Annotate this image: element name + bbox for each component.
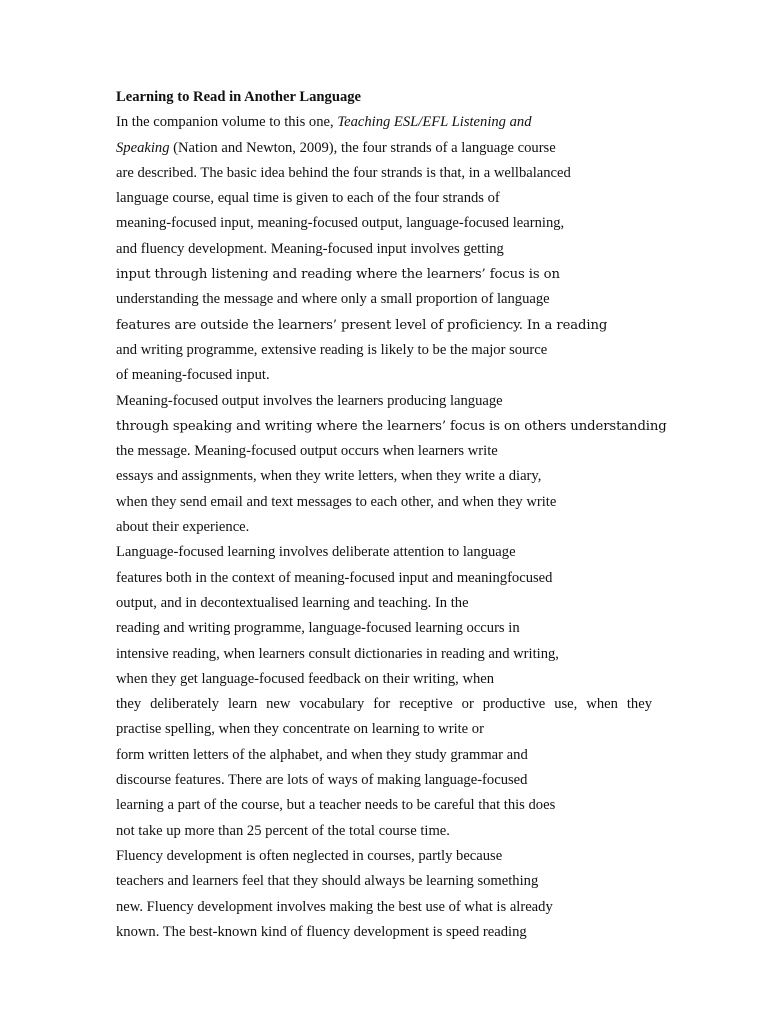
text-line: teachers and learners feel that they should always be learning something [116,873,539,890]
text-line: reading and writing programme, language-focused learning occurs in [116,620,520,637]
text-line: of meaning-focused input. [116,367,270,384]
text-line: when they get language-focused feedback on their writing, when [116,670,495,687]
text-segment: In the companion volume to this one, [116,114,338,131]
text-line: form written letters of the alphabet, and when they study grammar and [116,746,528,763]
text-line: the message. Meaning-focused output occurs when learners write [116,443,498,460]
text-line: not take up more than 25 percent of the total course time. [116,822,450,839]
text-line: Meaning-focused output involves the learners producing language [116,392,503,409]
text-line: known. The best-known kind of fluency development is speed reading [116,923,527,940]
text-line: meaning-focused input, meaning-focused output, language-focused learning, [116,215,565,232]
text-line: new. Fluency development involves making the best use of what is already [116,898,553,915]
text-line: Fluency development is often neglected in courses, partly because [116,847,503,864]
text-line: discourse features. There are lots of ways of making language-focused [116,772,528,789]
book-title-italic: Speaking [116,139,170,156]
book-title-italic: Teaching ESL/EFL Listening and [337,114,532,131]
text-line: are described. The basic idea behind the four strands is that, in a wellbalanced [116,164,571,181]
text-line: through speaking and writing where the learners’ focus is on others understanding [116,418,667,434]
text-line: features both in the context of meaning-focused input and meaningfocused [116,569,553,586]
text-line: essays and assignments, when they write letters, when they write a diary, [116,468,542,485]
text-line: intensive reading, when learners consult dictionaries in reading and writing, [116,645,559,662]
text-line: they deliberately learn new vocabulary for receptive or productive use, when they [116,696,652,713]
text-line: and fluency development. Meaning-focused input involves getting [116,240,504,257]
text-line: practise spelling, when they concentrate on learning to write or [116,721,484,738]
text-line [116,136,656,161]
text-segment: (Nation and Newton, 2009), the four strands of a language course [169,139,556,156]
text-line: learning a part of the course, but a teacher needs to be careful that this does [116,797,556,814]
text-line: input through listening and reading where the learners’ focus is on [116,267,560,283]
text-line: language course, equal time is given to each of the four strands of [116,190,500,207]
text-line: Language-focused learning involves deliberate attention to language [116,544,516,561]
text-line: output, and in decontextualised learning and teaching. In the [116,594,469,611]
text-line: features are outside the learners’ present level of proficiency. In a reading [116,317,608,333]
text-line: understanding the message and where only a small proportion of language [116,291,550,308]
document-title: Learning to Read in Another Language [116,89,362,105]
text-line: and writing programme, extensive reading is likely to be the major source [116,341,548,358]
document-body [116,85,667,945]
text-line: when they send email and text messages to each other, and when they write [116,493,557,510]
text-line: about their experience. [116,519,250,536]
text-line [116,110,656,135]
